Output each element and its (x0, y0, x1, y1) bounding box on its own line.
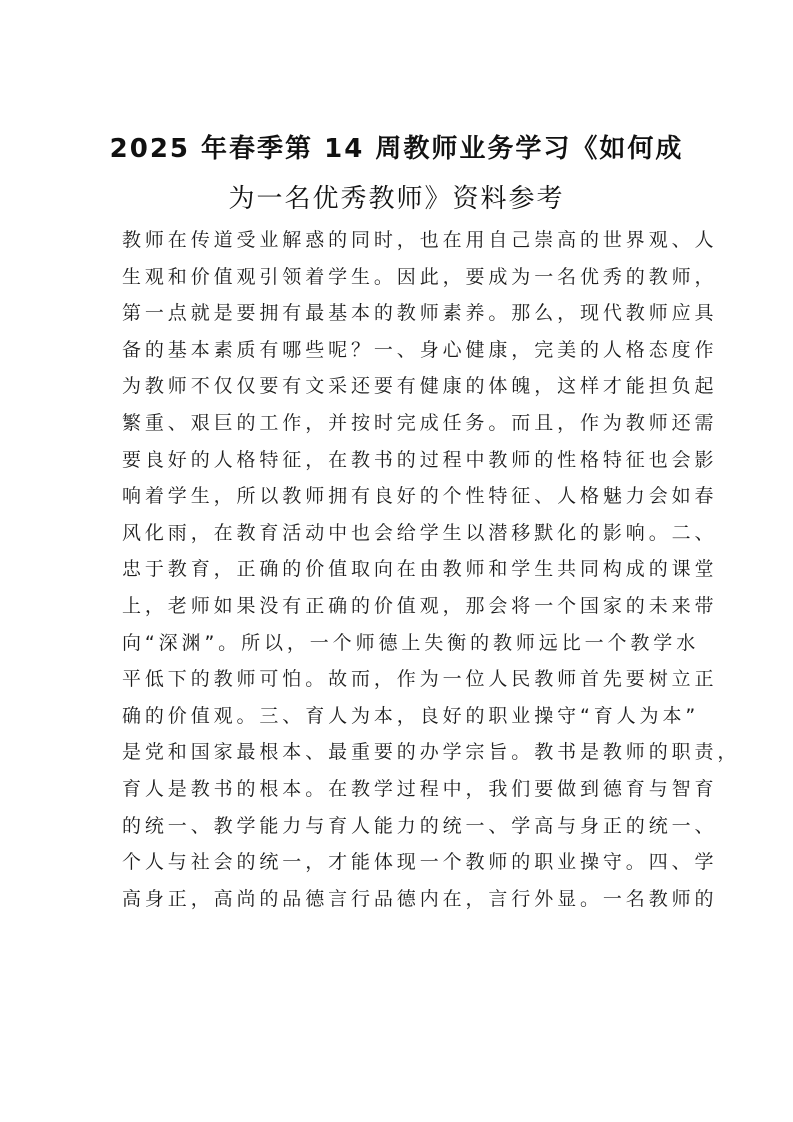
body-line: 育人是教书的根本。在教学过程中，我们要做到德育与智育 (122, 777, 718, 800)
body-line: 生观和价值观引领着学生。因此，要成为一名优秀的教师， (122, 265, 718, 288)
body-line: 个人与社会的统一，才能体现一个教师的职业操守。四、学 (122, 851, 718, 874)
body-line: 响着学生，所以教师拥有良好的个性特征、人格魅力会如春 (122, 485, 718, 508)
document-title-line-1: 2025 年春季第 14 周教师业务学习《如何成 (109, 134, 684, 164)
document-title-line-2: 为一名优秀教师》资料参考 (228, 184, 565, 214)
body-line: 向“深渊”。所以，一个师德上失衡的教师远比一个教学水 (122, 631, 700, 654)
body-line: 要良好的人格特征，在教书的过程中教师的性格特征也会影 (122, 448, 718, 471)
body-line: 第一点就是要拥有最基本的教师素养。那么，现代教师应具 (122, 302, 718, 325)
body-line: 繁重、艰巨的工作，并按时完成任务。而且，作为教师还需 (122, 411, 718, 434)
body-line: 平低下的教师可怕。故而，作为一位人民教师首先要树立正 (122, 668, 718, 691)
body-line: 确的价值观。三、育人为本，良好的职业操守“育人为本” (122, 704, 700, 727)
body-line: 风化雨，在教育活动中也会给学生以潜移默化的影响。二、 (122, 521, 718, 544)
body-line: 上，老师如果没有正确的价值观，那会将一个国家的未来带 (122, 594, 718, 617)
body-line: 忠于教育，正确的价值取向在由教师和学生共同构成的课堂 (122, 558, 718, 581)
body-line: 高身正，高尚的品德言行品德内在，言行外显。一名教师的 (122, 887, 718, 910)
body-line: 的统一、教学能力与育人能力的统一、学高与身正的统一、 (122, 814, 718, 837)
body-line: 是党和国家最根本、最重要的办学宗旨。教书是教师的职责， (122, 741, 741, 764)
body-line: 教师在传道受业解惑的同时，也在用自己崇高的世界观、人 (122, 229, 718, 251)
document-body (122, 222, 741, 917)
body-line: 为教师不仅仅要有文采还要有健康的体魄，这样才能担负起 (122, 375, 718, 398)
body-line: 备的基本素质有哪些呢？一、身心健康，完美的人格态度作 (122, 338, 718, 361)
